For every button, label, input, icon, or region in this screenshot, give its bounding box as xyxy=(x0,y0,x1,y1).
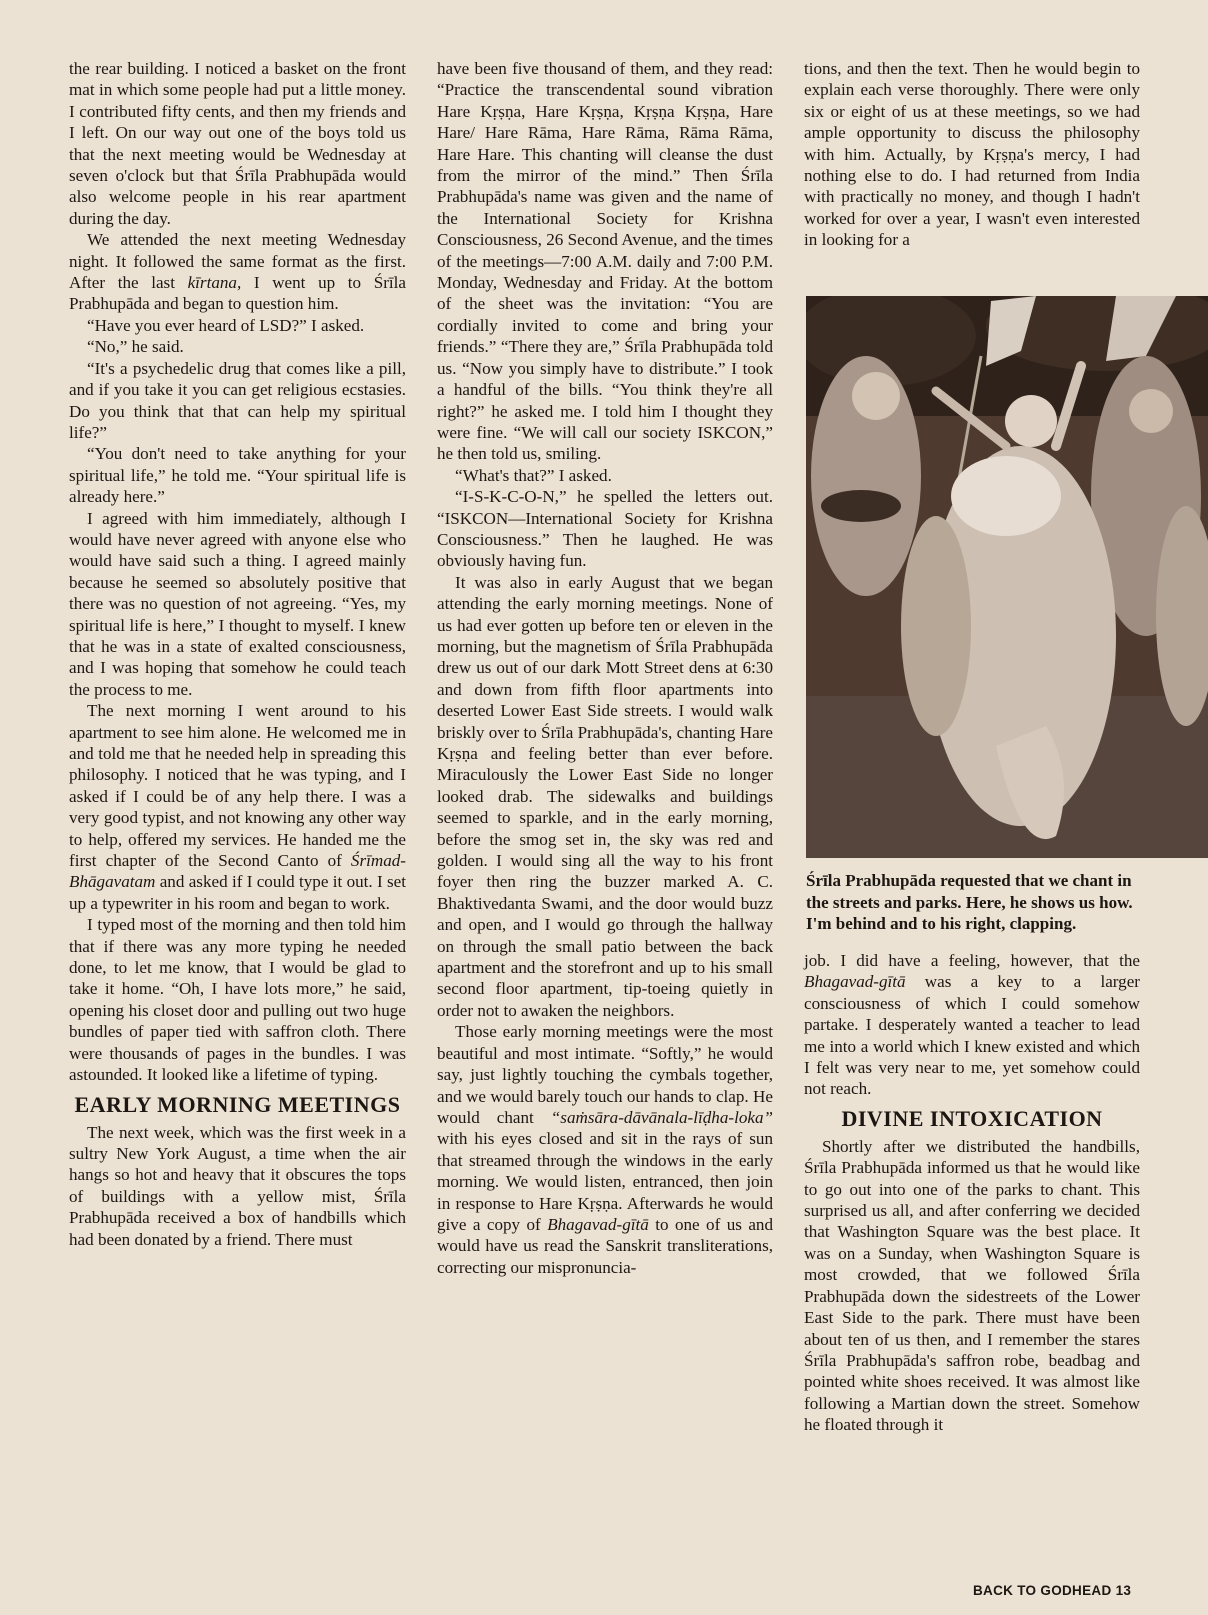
magazine-title: BACK TO GODHEAD xyxy=(973,1583,1112,1598)
photo-caption: Śrīla Prabhupāda requested that we chant in the streets and parks. Here, he shows us how. I'm behind and to his right, clapping. xyxy=(806,871,1133,933)
paragraph: “I-S-K-C-O-N,” he spelled the letters out. “ISKCON—International Society for Krishna Consciousness.” Then he laughed. He was obviously having fun. xyxy=(437,487,773,571)
paragraph: It was also in early August that we began attending the early morning meetings. None of us had ever gotten up before ten or eleven in the morning, but the magnetism of Śrīla Prabhupāda drew us out of our dark Mott Street dens at 6:30 and down from fifth floor apartments into deserted Lower East Side streets. I would walk briskly over to Śrīla Prabhupāda's, chanting Hare Kṛṣṇa and feeling better than ever before. Miraculously the Lower East Side no longer looked drab. The sidewalks and buildings seemed to sparkle, and in the early morning, before the smog set in, the sky was red and golden. I would sing all the way to his front foyer then ring the buzzer marked A. C. Bhaktivedanta Swami, and the door would buzz and open, and I would go through the hallway on through the small patio between the back apartment and the storefront and up to his small second floor apartment, tip-toeing quietly in order not to awaken the neighbors. xyxy=(437,572,773,1020)
paragraph: We attended the next meeting Wednesday night. It followed the same format as the first. After the last kīrtana, I went up to Śrīla Prabhupāda and began to question him. xyxy=(69,230,406,314)
section-heading: DIVINE INTOXICATION xyxy=(841,1105,1103,1131)
paragraph: The next week, which was the first week in a sultry New York August, a time when the air hangs so hot and heavy that it obscures the tops of buildings with a yellow mist, Śrīla Prabhupāda received a box of handbills which had been donated by a friend. There must xyxy=(69,1122,406,1249)
paragraph: Those early morning meetings were the most beautiful and most intimate. “Softly,” he would say, just lightly touching the cymbals together, and we would barely touch our hands to clap. He would chant “saṁsāra-dāvānala-līḍha-loka” with his eyes closed and sit in the rays of sun that streamed through the windows in the early morning. We would listen, entranced, then join in response to Hare Kṛṣṇa. Afterwards he would give a copy of Bhagavad-gītā to one of us and would have us read the Sanskrit transliterations, correcting our mispronuncia- xyxy=(437,1022,774,1277)
article-column-2 xyxy=(437,58,773,1278)
page-footer xyxy=(973,1583,1131,1598)
paragraph: tions, and then the text. Then he would begin to explain each verse thoroughly. There were only six or eight of us at these meetings, so we had ample opportunity to discuss the philosophy with him. Actually, by Kṛṣṇa's mercy, I had nothing else to do. I had returned from India with practically no money, and though I hadn't worked for over a year, I wasn't even interested in looking for a xyxy=(804,59,1140,250)
paragraph: Shortly after we distributed the handbills, Śrīla Prabhupāda informed us that he would like to go out into one of the parks to chant. This surprised us all, and after conferring we decided that Washington Square was the best place. It was on a Sunday, when Washington Square is most crowded, that we followed Śrīla Prabhupāda down the sidestreets of the Lower East Side to the park. There must have been about ten of us then, and I remember the stares Śrīla Prabhupāda's saffron robe, beadbag and pointed white shoes received. It was almost like following a Martian down the street. Somehow he floated through it xyxy=(804,1136,1140,1435)
paragraph: have been five thousand of them, and they read: “Practice the transcendental sound vibration Hare Kṛṣṇa, Hare Kṛṣṇa, Kṛṣṇa Kṛṣṇa, Hare Hare/ Hare Rāma, Hare Rāma, Rāma Rāma, Hare Hare. This chanting will cleanse the dust from the mirror of the mind.” Then Śrīla Prabhupāda's name was given and the name of the International Society for Krishna Consciousness, 26 Second Avenue, and the times of the meetings—7:00 A.M. daily and 7:00 P.M. Monday, Wednesday and Friday. At the bottom of the sheet was the invitation: “You are cordially invited to come and bring your friends.” “There they are,” Śrīla Prabhupāda told us. “Now you simply have to distribute.” I took a handful of the bills. “You think they're all right?” he asked me. I told him I thought they were fine. “We will call our society ISKCON,” he then told us, smiling. xyxy=(437,59,773,464)
paragraph: “No,” he said. xyxy=(87,337,184,357)
photo-illustration xyxy=(806,296,1208,858)
paragraph: The next morning I went around to his apartment to see him alone. He welcomed me in and told me that he needed help in spreading this philosophy. I noticed that he was typing, and I asked if I could be of any help there. I was a very good typist, and not knowing any other way to help, offered my services. He handed me the first chapter of the Second Canto of Śrīmad-Bhāgavatam and asked if I could type it out. I set up a typewriter in his room and began to work. xyxy=(69,701,406,913)
italic-title: Śrīmad-Bhāgavatam xyxy=(69,851,406,892)
paragraph: the rear building. I noticed a basket on the front mat in which some people had put a little money. I contributed fifty cents, and then my friends and I left. On our way out one of the boys told us that the next meeting would be Wednesday at seven o'clock but that Śrīla Prabhupāda would also welcome people in his rear apartment during the day. xyxy=(69,59,406,228)
paragraph: “You don't need to take anything for your spiritual life,” he told me. “Your spiritual life is already here.” xyxy=(69,444,406,507)
chanting-photo xyxy=(806,296,1208,858)
paragraph: I typed most of the morning and then told him that if there was any more typing he needed done, to let me know, that I would be glad to take it home. “Oh, I have lots more,” he said, opening his closet door and pulling out two huge bundles of paper tied with saffron cloth. There were thousands of pages in the bundles. I was astounded. It looked like a lifetime of typing. xyxy=(69,915,406,1085)
italic-term: kīrtana, xyxy=(187,273,242,293)
italic-title: Bhagavad-gītā xyxy=(547,1214,649,1234)
paragraph: I agreed with him immediately, although I would have never agreed with anyone else who would have said such a thing. I agreed mainly because he seemed so absolutely positive that there was no question of not agreeing. “Yes, my spiritual life is here,” I thought to myself. I knew that he was in a state of exalted consciousness, and I was hoping that somehow he could teach the process to me. xyxy=(69,508,406,699)
paragraph: job. I did have a feeling, however, that the Bhagavad-gītā was a key to a larger consciousness of which I could somehow partake. I desperately wanted a teacher to lead me into a world which I knew existed and which I felt was very near to me, yet somehow could not reach. xyxy=(804,951,1140,1099)
article-column-3-top xyxy=(804,58,1140,251)
section-heading: EARLY MORNING MEETINGS xyxy=(74,1091,401,1117)
paragraph: “What's that?” I asked. xyxy=(455,465,612,485)
article-column-3-bottom xyxy=(804,950,1140,1436)
paragraph: “It's a psychedelic drug that comes like a pill, and if you take it you can get religious ecstasies. Do you think that that can help my spiritual life?” xyxy=(69,358,406,442)
italic-title: Bhagavad-gītā xyxy=(804,972,906,992)
paragraph: “Have you ever heard of LSD?” I asked. xyxy=(87,315,365,335)
italic-verse: “saṁsāra-dāvānala-līḍha-loka” xyxy=(550,1107,773,1127)
page-number: 13 xyxy=(1115,1583,1132,1598)
article-column-1 xyxy=(69,58,406,1250)
